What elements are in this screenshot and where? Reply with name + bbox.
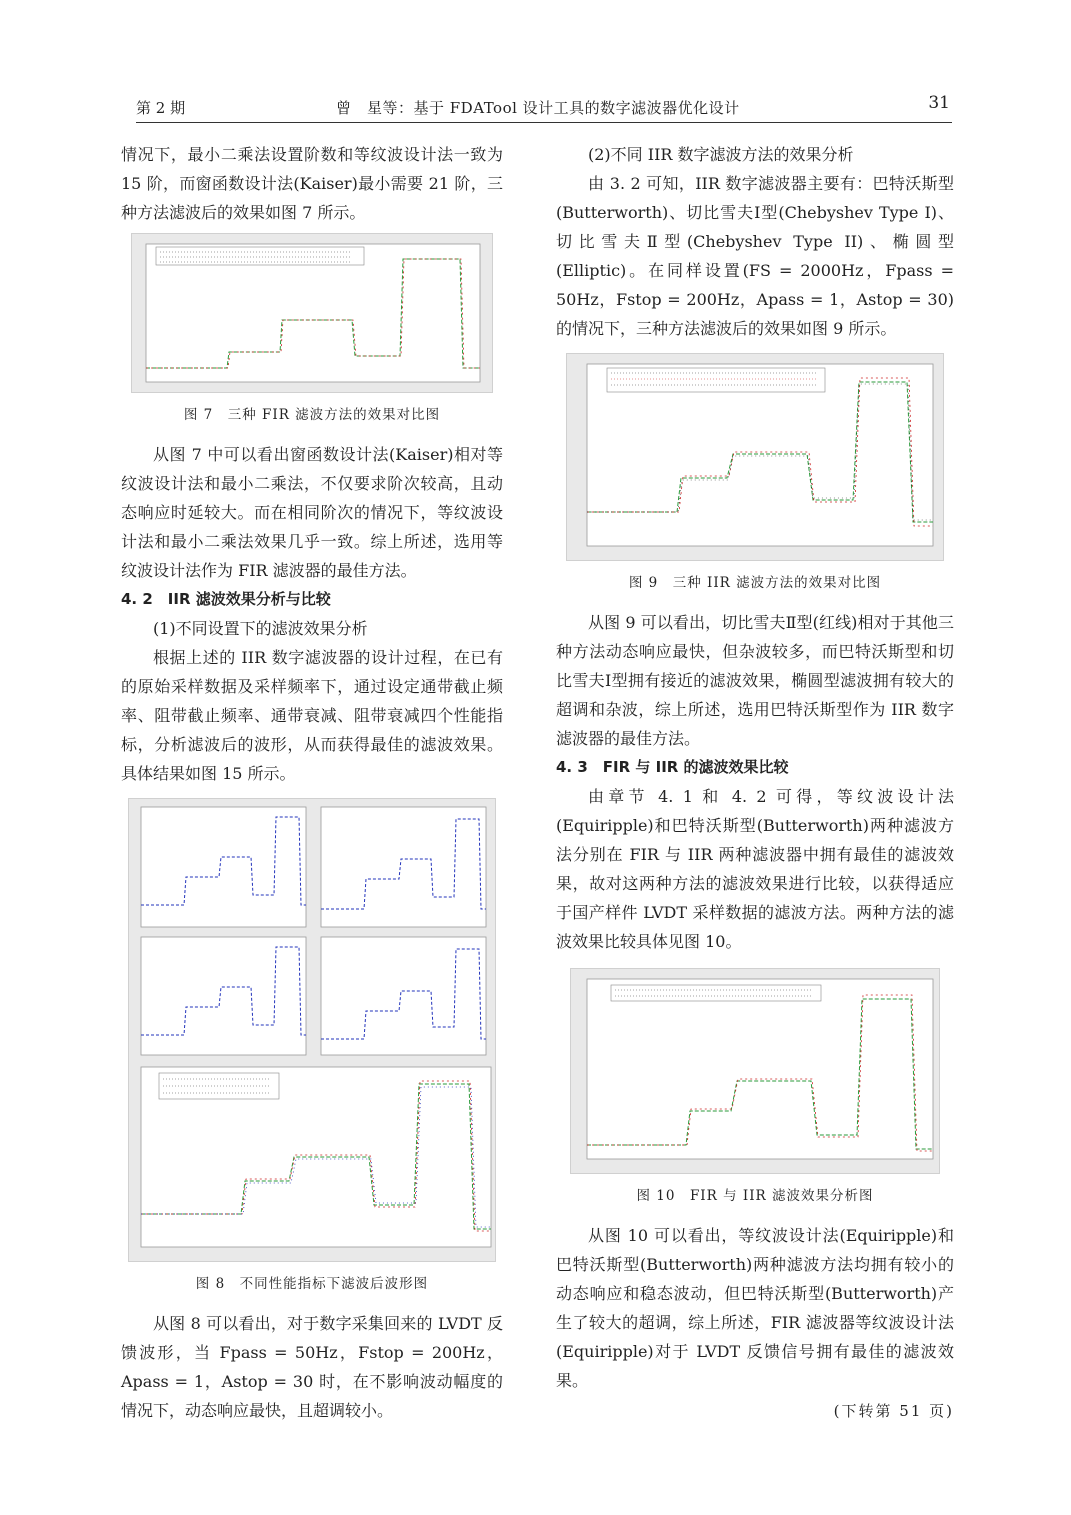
paragraph: 从图 10 可以看出，等纹波设计法(Equiripple)和巴特沃斯型(Butterworth)两种滤波方法均拥有较小的动态响应和稳态波动，但巴特沃斯型(Butterworth)产生了较大的超调，综上所述，FIR 滤波器等纹波设计法(Equiripple)对于 LVDT 反馈信号拥有最佳的滤波效果。 xyxy=(556,1226,954,1390)
figure-8 xyxy=(128,798,496,1262)
paragraph: 从图 9 可以看出，切比雪夫Ⅱ型(红线)相对于其他三种方法动态响应最快，但杂波较多，而巴特沃斯型和切比雪夫Ⅰ型拥有接近的滤波效果，椭圆型滤波拥有较大的超调和杂波，综上所述，选用巴特沃斯型作为 IIR 数字滤波器的最佳方法。 xyxy=(556,613,954,748)
figure-9-plot xyxy=(567,354,943,560)
page-header xyxy=(136,93,952,121)
header-rule xyxy=(136,122,952,123)
continued-note: (下转第 51 页) xyxy=(833,1402,954,1420)
figure-7-plot xyxy=(132,234,492,392)
paragraph: 情况下，最小二乘法设置阶数和等纹波设计法一致为 15 阶，而窗函数设计法(Kaiser)最小需要 21 阶，三种方法滤波后的效果如图 7 所示。 xyxy=(121,145,503,222)
subplot-4 xyxy=(321,937,486,1055)
paragraph: 从图 8 可以看出，对于数字采集回来的 LVDT 反馈波形，当 Fpass = 50Hz，Fstop = 200Hz，Apass = 1，Astop = 30 时，在不影响波动幅度的情况下，动态响应最快，且超调较小。 xyxy=(121,1314,503,1420)
subplot-5 xyxy=(141,1067,491,1247)
figure-10-caption: 图 10 FIR 与 IIR 滤波效果分析图 xyxy=(636,1188,874,1204)
left-column xyxy=(121,140,503,1425)
figure-10-plot xyxy=(571,969,939,1173)
right-column xyxy=(556,140,954,1426)
figure-8-plot xyxy=(129,799,495,1261)
page-number: 31 xyxy=(928,93,950,113)
subplot-3 xyxy=(141,937,306,1055)
paragraph: 由 3. 2 可知，IIR 数字滤波器主要有：巴特沃斯型(Butterworth)、切比雪夫Ⅰ型(Chebyshev Type I)、切比雪夫Ⅱ型(Chebyshev Type II)、椭圆型(Elliptic)。在同样设置(FS = 2000Hz，Fpass = 50Hz，Fstop = 200Hz，Apass = 1，Astop = 30)的情况下，三种方法滤波后的效果如图 9 所示。 xyxy=(556,174,954,338)
subplot-2 xyxy=(321,807,486,927)
subsection-heading: (2)不同 IIR 数字滤波方法的效果分析 xyxy=(588,145,854,164)
subsection-heading: (1)不同设置下的滤波效果分析 xyxy=(153,619,368,638)
section-heading: 4. 3 FIR 与 IIR 的滤波效果比较 xyxy=(556,758,789,776)
paragraph: 根据上述的 IIR 数字滤波器的设计过程，在已有的原始采样数据及采样频率下，通过设定通带截止频率、阻带截止频率、通带衰减、阻带衰减四个性能指标，分析滤波后的波形，从而获得最佳的滤波效果。具体结果如图 15 所示。 xyxy=(121,648,503,783)
figure-10 xyxy=(570,968,940,1174)
figure-8-caption: 图 8 不同性能指标下滤波后波形图 xyxy=(195,1276,429,1292)
paragraph: 从图 7 中可以看出窗函数设计法(Kaiser)相对等纹波设计法和最小二乘法，不仅要求阶次较高，且动态响应时延较大。而在相同阶次的情况下，等纹波设计法和最小二乘法效果几乎一致。综上所述，选用等纹波设计法作为 FIR 滤波器的最佳方法。 xyxy=(121,445,503,580)
paragraph: 由章节 4. 1 和 4. 2 可得，等纹波设计法(Equiripple)和巴特沃斯型(Butterworth)两种滤波方法分别在 FIR 与 IIR 两种滤波器中拥有最佳的滤波效果，故对这两种方法的滤波效果进行比较，以获得适应于国产样件 LVDT 采样数据的滤波方法。两种方法的滤波效果比较具体见图 10。 xyxy=(556,787,954,951)
figure-9-caption: 图 9 三种 IIR 滤波方法的效果对比图 xyxy=(628,575,882,591)
figure-7 xyxy=(131,233,493,393)
figure-7-caption: 图 7 三种 FIR 滤波方法的效果对比图 xyxy=(183,407,441,423)
section-heading: 4. 2 IIR 滤波效果分析与比较 xyxy=(121,590,331,608)
issue-number: 第 2 期 xyxy=(136,99,186,117)
running-title: 曾 星等：基于 FDATool 设计工具的数字滤波器优化设计 xyxy=(336,99,740,117)
figure-9 xyxy=(566,353,944,561)
subplot-1 xyxy=(141,807,306,927)
